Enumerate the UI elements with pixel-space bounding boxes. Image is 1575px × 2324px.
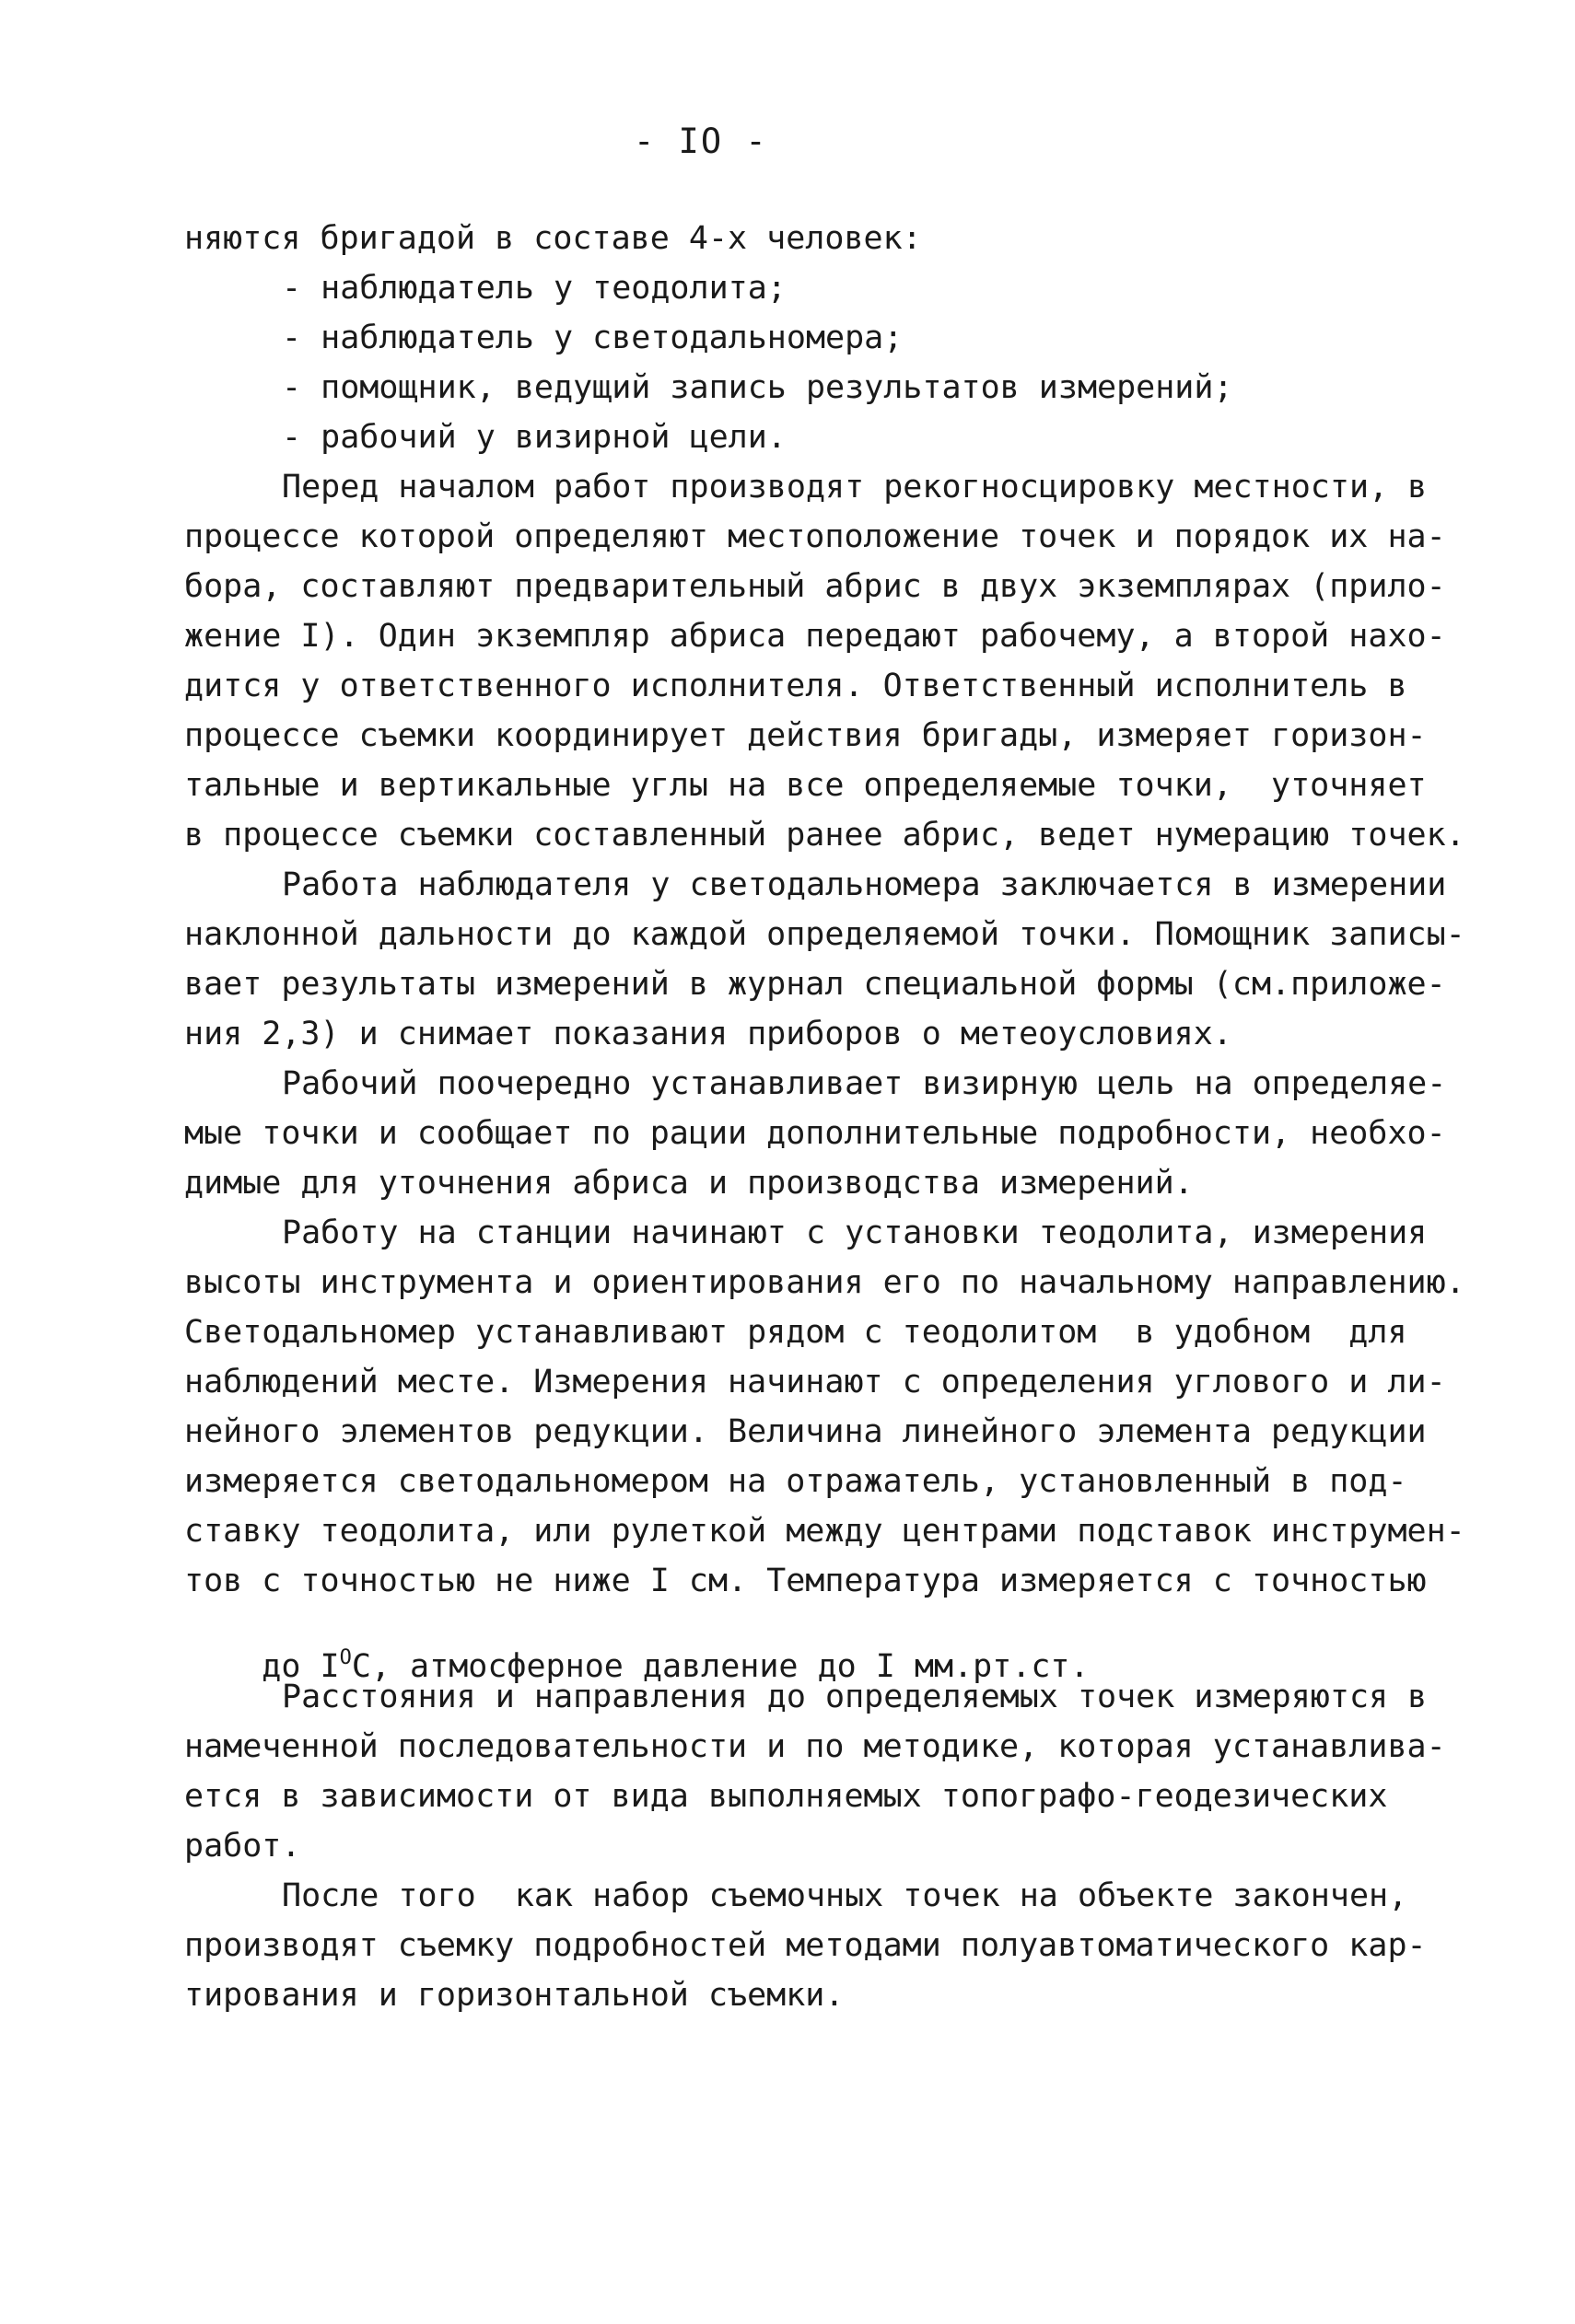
text-line: дится у ответственного исполнителя. Ответственный исполнитель в	[184, 668, 1407, 704]
text-line: няются бригадой в составе 4-х человек:	[184, 220, 922, 257]
text-line: Расстояния и направления до определяемых точек измеряются в	[282, 1679, 1428, 1715]
degree-superscript: O	[339, 1646, 352, 1669]
list-item: - рабочий у визирной цели.	[282, 419, 787, 456]
text-line: высоты инструмента и ориентирования его по начальному направлению.	[184, 1264, 1465, 1301]
text-line: мые точки и сообщает по рации дополнительные подробности, необхо-	[184, 1115, 1446, 1152]
text-line: ния 2,3) и снимает показания приборов о метеоусловиях.	[184, 1016, 1232, 1052]
text-line: димые для уточнения абриса и производства измерений.	[184, 1165, 1194, 1202]
text-line: тирования и горизонтальной съемки.	[184, 1977, 845, 2014]
temperature-prefix: до I	[262, 1648, 340, 1685]
text-line: измеряется светодальномером на отражатель, установленный в под-	[184, 1463, 1407, 1500]
list-item: - наблюдатель у теодолита;	[282, 270, 787, 307]
page-number: - IO -	[634, 122, 768, 161]
list-item: - помощник, ведущий запись результатов измерений;	[282, 369, 1233, 406]
text-line: наблюдений месте. Измерения начинают с определения углового и ли-	[184, 1364, 1446, 1400]
text-line: Работу на станции начинают с установки теодолита, измерения	[282, 1214, 1428, 1251]
text-line: в процессе съемки составленный ранее абрис, ведет нумерацию точек.	[184, 817, 1465, 854]
text-line: тов с точностью не ниже I см. Температура измеряется с точностью	[184, 1563, 1427, 1599]
text-line: работ.	[184, 1828, 301, 1865]
text-line: бора, составляют предварительный абрис в двух экземплярах (прило-	[184, 568, 1446, 605]
text-line: После того как набор съемочных точек на объекте закончен,	[282, 1877, 1408, 1914]
text-line: процессе съемки координирует действия бригады, измеряет горизон-	[184, 717, 1427, 754]
text-line: ставку теодолита, или рулеткой между центрами подставок инструмен-	[184, 1513, 1465, 1550]
text-line: Работа наблюдателя у светодальномера заключается в измерении	[282, 866, 1447, 903]
text-line: производят съемку подробностей методами полуавтоматического кар-	[184, 1927, 1427, 1964]
text-line: вает результаты измерений в журнал специальной формы (см.приложе-	[184, 966, 1446, 1003]
text-line: ется в зависимости от вида выполняемых топографо-геодезических	[184, 1778, 1388, 1815]
text-line: процессе которой определяют местоположение точек и порядок их на-	[184, 518, 1446, 555]
text-line: нейного элементов редукции. Величина линейного элемента редукции	[184, 1413, 1427, 1450]
list-item: - наблюдатель у светодальномера;	[282, 320, 904, 356]
text-line: намеченной последовательности и по методике, которая устанавлива-	[184, 1728, 1446, 1765]
text-line: Перед началом работ производят рекогносцировку местности, в	[282, 469, 1428, 505]
temperature-suffix: С, атмосферное давление до I мм.рт.ст.	[351, 1648, 1090, 1685]
text-line: наклонной дальности до каждой определяемой точки. Помощник записы-	[184, 916, 1465, 953]
text-line: Светодальномер устанавливают рядом с теодолитом в удобном для	[184, 1314, 1407, 1351]
text-line: Рабочий поочередно устанавливает визирную цель на определяе-	[282, 1065, 1447, 1102]
text-line: тальные и вертикальные углы на все определяемые точки, уточняет	[184, 767, 1427, 804]
text-line: жение I). Один экземпляр абриса передают рабочему, а второй нахо-	[184, 618, 1446, 655]
